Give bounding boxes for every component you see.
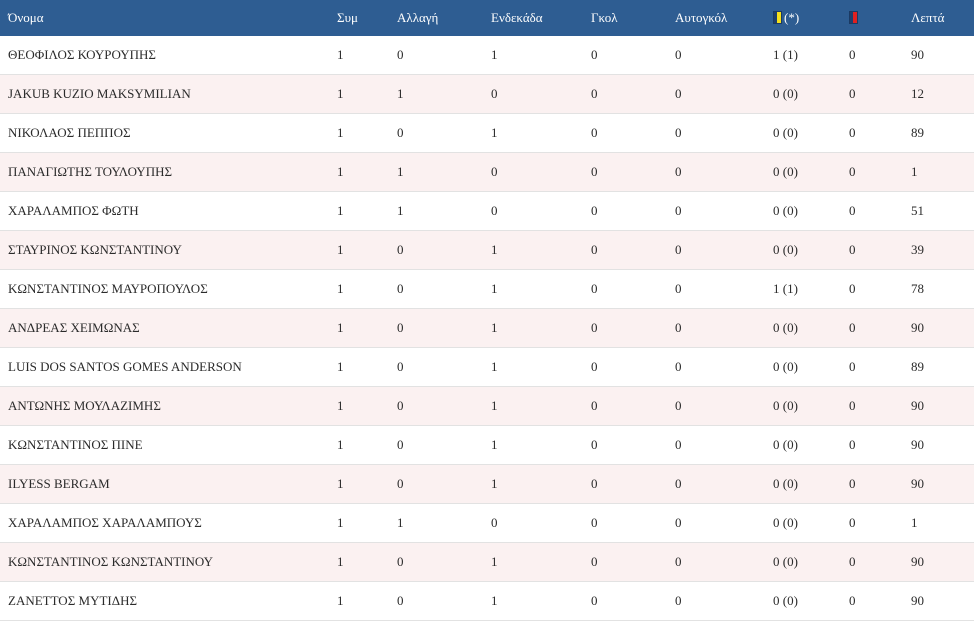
cell-goal: 0 bbox=[583, 348, 663, 387]
cell-min: 12 bbox=[905, 75, 974, 114]
cell-own: 0 bbox=[663, 504, 765, 543]
column-header-minutes-label: Λεπτά bbox=[911, 10, 945, 25]
table-row[interactable] bbox=[0, 387, 974, 426]
cell-yellow: 0 (0) bbox=[765, 75, 841, 114]
cell-own: 0 bbox=[663, 348, 765, 387]
column-header-own-goal[interactable] bbox=[663, 0, 765, 36]
cell-own: 0 bbox=[663, 36, 765, 75]
cell-name: ΚΩΝΣΤΑΝΤΙΝΟΣ ΜΑΥΡΟΠΟΥΛΟΣ bbox=[0, 270, 333, 309]
cell-red: 0 bbox=[841, 270, 905, 309]
cell-red: 0 bbox=[841, 426, 905, 465]
cell-change: 0 bbox=[389, 543, 479, 582]
cell-red: 0 bbox=[841, 309, 905, 348]
table-header bbox=[0, 0, 974, 36]
cell-own: 0 bbox=[663, 75, 765, 114]
cell-sum: 1 bbox=[333, 543, 389, 582]
cell-eleven: 1 bbox=[479, 426, 583, 465]
cell-goal: 0 bbox=[583, 426, 663, 465]
table-row[interactable] bbox=[0, 465, 974, 504]
column-header-name[interactable] bbox=[0, 0, 333, 36]
cell-min: 39 bbox=[905, 231, 974, 270]
cell-goal: 0 bbox=[583, 387, 663, 426]
cell-name: ΧΑΡΑΛΑΜΠΟΣ ΧΑΡΑΛΑΜΠΟΥΣ bbox=[0, 504, 333, 543]
table-row[interactable] bbox=[0, 270, 974, 309]
cell-yellow: 0 (0) bbox=[765, 543, 841, 582]
cell-own: 0 bbox=[663, 582, 765, 621]
cell-change: 1 bbox=[389, 192, 479, 231]
cell-yellow: 0 (0) bbox=[765, 387, 841, 426]
cell-own: 0 bbox=[663, 465, 765, 504]
cell-name: ΑΝΤΩΝΗΣ ΜΟΥΛΑΖΙΜΗΣ bbox=[0, 387, 333, 426]
cell-goal: 0 bbox=[583, 309, 663, 348]
cell-eleven: 1 bbox=[479, 465, 583, 504]
cell-red: 0 bbox=[841, 36, 905, 75]
cell-sum: 1 bbox=[333, 504, 389, 543]
cell-goal: 0 bbox=[583, 543, 663, 582]
table-body bbox=[0, 36, 974, 621]
cell-change: 1 bbox=[389, 75, 479, 114]
cell-name: ΖΑΝΕΤΤΟΣ ΜΥΤΙΔΗΣ bbox=[0, 582, 333, 621]
cell-sum: 1 bbox=[333, 36, 389, 75]
column-header-change-label: Αλλαγή bbox=[397, 10, 439, 25]
column-header-name-label: Όνομα bbox=[8, 10, 44, 25]
cell-min: 51 bbox=[905, 192, 974, 231]
cell-change: 0 bbox=[389, 270, 479, 309]
cell-red: 0 bbox=[841, 75, 905, 114]
cell-name: ΑΝΔΡΕΑΣ ΧΕΙΜΩΝΑΣ bbox=[0, 309, 333, 348]
cell-goal: 0 bbox=[583, 270, 663, 309]
cell-min: 89 bbox=[905, 348, 974, 387]
cell-sum: 1 bbox=[333, 582, 389, 621]
cell-change: 1 bbox=[389, 153, 479, 192]
cell-change: 0 bbox=[389, 114, 479, 153]
cell-name: ILYESS BERGAM bbox=[0, 465, 333, 504]
cell-own: 0 bbox=[663, 192, 765, 231]
column-header-goal[interactable] bbox=[583, 0, 663, 36]
yellow-card-icon bbox=[773, 11, 782, 24]
column-header-red-cards[interactable] bbox=[841, 0, 905, 36]
table-row[interactable] bbox=[0, 504, 974, 543]
cell-min: 89 bbox=[905, 114, 974, 153]
cell-red: 0 bbox=[841, 114, 905, 153]
cell-goal: 0 bbox=[583, 36, 663, 75]
table-row[interactable] bbox=[0, 231, 974, 270]
cell-yellow: 1 (1) bbox=[765, 36, 841, 75]
table-row[interactable] bbox=[0, 348, 974, 387]
cell-change: 0 bbox=[389, 387, 479, 426]
column-header-change[interactable] bbox=[389, 0, 479, 36]
table-row[interactable] bbox=[0, 36, 974, 75]
cell-yellow: 0 (0) bbox=[765, 348, 841, 387]
cell-sum: 1 bbox=[333, 348, 389, 387]
column-header-yellow-cards[interactable] bbox=[765, 0, 841, 36]
cell-name: JAKUB KUZIO MAKSYMILIAN bbox=[0, 75, 333, 114]
table-row[interactable] bbox=[0, 543, 974, 582]
cell-change: 0 bbox=[389, 465, 479, 504]
cell-red: 0 bbox=[841, 504, 905, 543]
cell-name: ΝΙΚΟΛΑΟΣ ΠΕΠΠΟΣ bbox=[0, 114, 333, 153]
table-row[interactable] bbox=[0, 192, 974, 231]
cell-red: 0 bbox=[841, 543, 905, 582]
column-header-eleven[interactable] bbox=[479, 0, 583, 36]
cell-yellow: 0 (0) bbox=[765, 192, 841, 231]
column-header-yellow-cards-label: (*) bbox=[784, 10, 800, 25]
cell-red: 0 bbox=[841, 387, 905, 426]
cell-own: 0 bbox=[663, 543, 765, 582]
cell-own: 0 bbox=[663, 387, 765, 426]
cell-goal: 0 bbox=[583, 231, 663, 270]
cell-name: ΣΤΑΥΡΙΝΟΣ ΚΩΝΣΤΑΝΤΙΝΟΥ bbox=[0, 231, 333, 270]
cell-yellow: 0 (0) bbox=[765, 153, 841, 192]
cell-min: 90 bbox=[905, 309, 974, 348]
cell-yellow: 1 (1) bbox=[765, 270, 841, 309]
cell-eleven: 1 bbox=[479, 348, 583, 387]
table-row[interactable] bbox=[0, 153, 974, 192]
cell-yellow: 0 (0) bbox=[765, 465, 841, 504]
cell-name: ΚΩΝΣΤΑΝΤΙΝΟΣ ΚΩΝΣΤΑΝΤΙΝΟΥ bbox=[0, 543, 333, 582]
cell-sum: 1 bbox=[333, 426, 389, 465]
cell-eleven: 1 bbox=[479, 231, 583, 270]
cell-goal: 0 bbox=[583, 504, 663, 543]
cell-sum: 1 bbox=[333, 192, 389, 231]
cell-min: 90 bbox=[905, 465, 974, 504]
cell-own: 0 bbox=[663, 270, 765, 309]
cell-eleven: 1 bbox=[479, 387, 583, 426]
cell-change: 0 bbox=[389, 231, 479, 270]
cell-eleven: 1 bbox=[479, 582, 583, 621]
cell-sum: 1 bbox=[333, 465, 389, 504]
column-header-minutes[interactable] bbox=[905, 0, 974, 36]
cell-change: 0 bbox=[389, 426, 479, 465]
cell-sum: 1 bbox=[333, 231, 389, 270]
cell-eleven: 1 bbox=[479, 543, 583, 582]
cell-min: 90 bbox=[905, 543, 974, 582]
cell-eleven: 0 bbox=[479, 75, 583, 114]
cell-name: ΚΩΝΣΤΑΝΤΙΝΟΣ ΠΙΝΕ bbox=[0, 426, 333, 465]
cell-eleven: 0 bbox=[479, 192, 583, 231]
cell-red: 0 bbox=[841, 192, 905, 231]
cell-yellow: 0 (0) bbox=[765, 309, 841, 348]
cell-red: 0 bbox=[841, 582, 905, 621]
cell-red: 0 bbox=[841, 153, 905, 192]
cell-goal: 0 bbox=[583, 75, 663, 114]
cell-change: 0 bbox=[389, 36, 479, 75]
cell-min: 90 bbox=[905, 387, 974, 426]
cell-eleven: 0 bbox=[479, 504, 583, 543]
cell-red: 0 bbox=[841, 465, 905, 504]
cell-goal: 0 bbox=[583, 114, 663, 153]
cell-sum: 1 bbox=[333, 387, 389, 426]
cell-eleven: 1 bbox=[479, 36, 583, 75]
cell-sum: 1 bbox=[333, 114, 389, 153]
column-header-sum[interactable] bbox=[333, 0, 389, 36]
column-header-sum-label: Συμ bbox=[337, 10, 358, 25]
cell-min: 1 bbox=[905, 153, 974, 192]
cell-own: 0 bbox=[663, 231, 765, 270]
column-header-eleven-label: Ενδεκάδα bbox=[491, 10, 543, 25]
table-row[interactable] bbox=[0, 309, 974, 348]
table-row[interactable] bbox=[0, 114, 974, 153]
cell-min: 1 bbox=[905, 504, 974, 543]
cell-name: ΧΑΡΑΛΑΜΠΟΣ ΦΩΤΗ bbox=[0, 192, 333, 231]
cell-min: 78 bbox=[905, 270, 974, 309]
cell-min: 90 bbox=[905, 582, 974, 621]
cell-eleven: 1 bbox=[479, 270, 583, 309]
column-header-own-goal-label: Αυτογκόλ bbox=[675, 10, 728, 25]
cell-red: 0 bbox=[841, 231, 905, 270]
cell-name: ΠΑΝΑΓΙΩΤΗΣ ΤΟΥΛΟΥΠΗΣ bbox=[0, 153, 333, 192]
cell-eleven: 1 bbox=[479, 309, 583, 348]
cell-red: 0 bbox=[841, 348, 905, 387]
cell-min: 90 bbox=[905, 36, 974, 75]
cell-goal: 0 bbox=[583, 153, 663, 192]
cell-own: 0 bbox=[663, 114, 765, 153]
cell-yellow: 0 (0) bbox=[765, 504, 841, 543]
cell-goal: 0 bbox=[583, 582, 663, 621]
cell-name: ΘΕΟΦΙΛΟΣ ΚΟΥΡΟΥΠΗΣ bbox=[0, 36, 333, 75]
table-row[interactable] bbox=[0, 75, 974, 114]
table-row[interactable] bbox=[0, 582, 974, 621]
cell-yellow: 0 (0) bbox=[765, 582, 841, 621]
cell-yellow: 0 (0) bbox=[765, 426, 841, 465]
cell-eleven: 1 bbox=[479, 114, 583, 153]
cell-sum: 1 bbox=[333, 153, 389, 192]
cell-change: 0 bbox=[389, 348, 479, 387]
cell-change: 0 bbox=[389, 309, 479, 348]
column-header-goal-label: Γκολ bbox=[591, 10, 618, 25]
cell-eleven: 0 bbox=[479, 153, 583, 192]
cell-sum: 1 bbox=[333, 270, 389, 309]
cell-yellow: 0 (0) bbox=[765, 114, 841, 153]
table-row[interactable] bbox=[0, 426, 974, 465]
cell-sum: 1 bbox=[333, 309, 389, 348]
cell-own: 0 bbox=[663, 309, 765, 348]
table-header-row bbox=[0, 0, 974, 36]
cell-own: 0 bbox=[663, 153, 765, 192]
red-card-icon bbox=[849, 11, 858, 24]
cell-change: 1 bbox=[389, 504, 479, 543]
cell-goal: 0 bbox=[583, 192, 663, 231]
cell-yellow: 0 (0) bbox=[765, 231, 841, 270]
cell-min: 90 bbox=[905, 426, 974, 465]
cell-name: LUIS DOS SANTOS GOMES ANDERSON bbox=[0, 348, 333, 387]
cell-goal: 0 bbox=[583, 465, 663, 504]
cell-sum: 1 bbox=[333, 75, 389, 114]
cell-own: 0 bbox=[663, 426, 765, 465]
cell-change: 0 bbox=[389, 582, 479, 621]
